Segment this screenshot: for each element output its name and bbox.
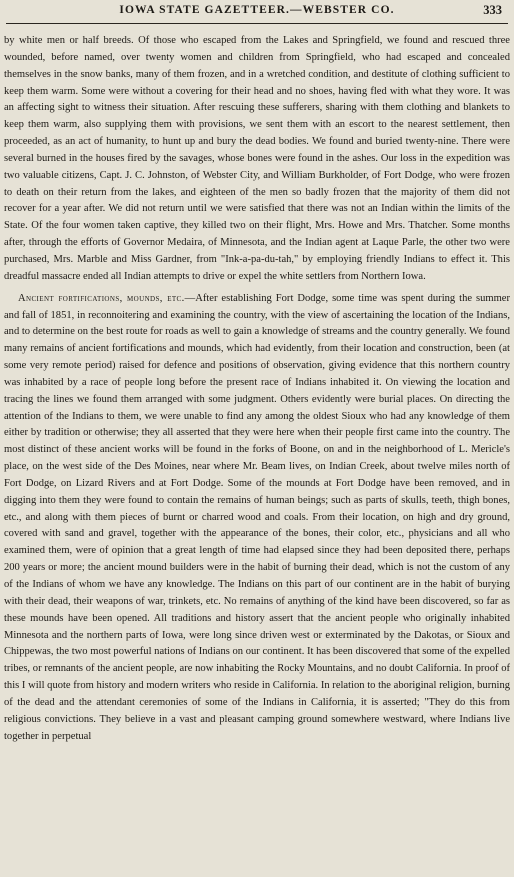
running-head: IOWA STATE GAZETTEER.—WEBSTER CO. — [119, 4, 395, 16]
header-rule — [6, 23, 508, 24]
body-text — [4, 33, 510, 745]
paragraph-text: —After establishing Fort Dodge, some time was spent during the summer and fall of 1851, in reconnoitering and examining the country, with the view of ascertaining the location of the Indians, and to determine on the best route for roads as well to gain a knowledge of streams and the country generally. We found many remains of ancient fortifications and mounds, which had evidently, from their location and construction, been (at some very remote period) raised for defence and positions of observation, giving evidence that this northern country was inhabited by a race of people long before the present race of Indians inhabited it. On viewing the location and tracing the lines we found them arranged with some judgment. Others evidently were burial places. On directing the attention of the Indians to them, we were unable to find any among the oldest Sioux who had any knowledge of them either by tradition or otherwise; they all asserted that they were here when their people first came into the country. The most distinct of these ancient works will be found in the forks of Boone, on and in the neighborhood of L. Mericle's place, on the west side of the Des Moines, near where Mr. Beam lives, on Indian Creek, about twelve miles north of Fort Dodge, on Lizard Rivers and at Fort Dodge. Some of the mounds at Fort Dodge have been removed, and in digging into them they were found to contain the remains of human beings; such as parts of skulls, teeth, thigh bones, etc., and along with them pieces of burnt or charred wood and coals. From their location, on high and dry ground, covered with sand and gravel, together with the appearance of the bones, their color, etc., physicians and all who examined them, were of opinion that a great length of time had elapsed since they had been deposited there, perhaps 200 years or more; the ancient mound builders were in the habit of burning their dead, which is not the custom of any of the Indians of whom we have any knowledge. The Indians on this part of our continent are in the habit of burying with their dead, their weapons of war, trinkets, etc. No remains of anything of the kind have been discovered, so far as these mounds have been opened. All traditions and history assert that the ancient people who originally inhabited Minnesota and the northern parts of Iowa, were long since driven west or exterminated by the Dakotas, or Sioux and Chippewas, the two most powerful nations of Indians on our continent. It has been discovered that some of the expelled tribes, or remnants of the ancient people, are now inhabiting the Rocky Mountains, and no doubt California. In proof of this I will quote from history and modern writers who reside in California. In relation to the aboriginal religion, burning of the dead and the attendant ceremonies of some of the Indians in California, it is asserted; "They do this from religious convictions. They believe in a vast and pleasant camping ground somewhere westward, where Indians live together in perpetual — [4, 292, 510, 742]
paragraph-ancient-fortifications — [4, 291, 510, 746]
page-number: 333 — [483, 3, 502, 17]
page-header — [0, 0, 514, 30]
paragraph-massacre-account — [4, 33, 510, 286]
section-heading: Ancient fortifications, mounds, etc. — [18, 292, 185, 304]
paragraph-text: by white men or half breeds. Of those who escaped from the Lakes and Springfield, we found and rescued three wounded, before named, over twenty women and children from Springfield, who had escaped and concealed themselves in the snow banks, many of them frozen, and in a wretched condition, and destitute of clothing sufficient to keep them warm. Some were without a covering for their head and no shoes, having fled with what they wore. It was an affecting sight to witness their situation. After rescuing these sufferers, sharing with them clothing and blankets to keep them warm, also supplying them with provisions, we sent them with an escort to the nearest settlement, then proceeded, as an act of humanity, to hunt up and bury the dead bodies. We found and buried twenty-nine. There were several burned in the houses fired by the savages, whose bones were found in the ashes. Our loss in the expedition was two valuable citizens, Capt. J. C. Johnston, of Webster City, and William Burkholder, of Fort Dodge, who were frozen to death on their return from the lakes, and eighteen of the men so badly frozen that the majority of them did not recover for a year after. We did not return until we were satisfied that there was not an Indian within the limits of the State. Of the four women taken captive, they killed two on their flight, Mrs. Howe and Mrs. Thatcher. Some months after, through the efforts of Governor Medaira, of Minnesota, and the Indian agent at Laque Parle, the other two were purchased, Mrs. Marble and Miss Gardner, from "Ink-a-pa-du-tah," by employing friendly Indians to effect it. This dreadful massacre ended all Indian attempts to drive or expel the white settlers from Northern Iowa. — [4, 35, 510, 282]
